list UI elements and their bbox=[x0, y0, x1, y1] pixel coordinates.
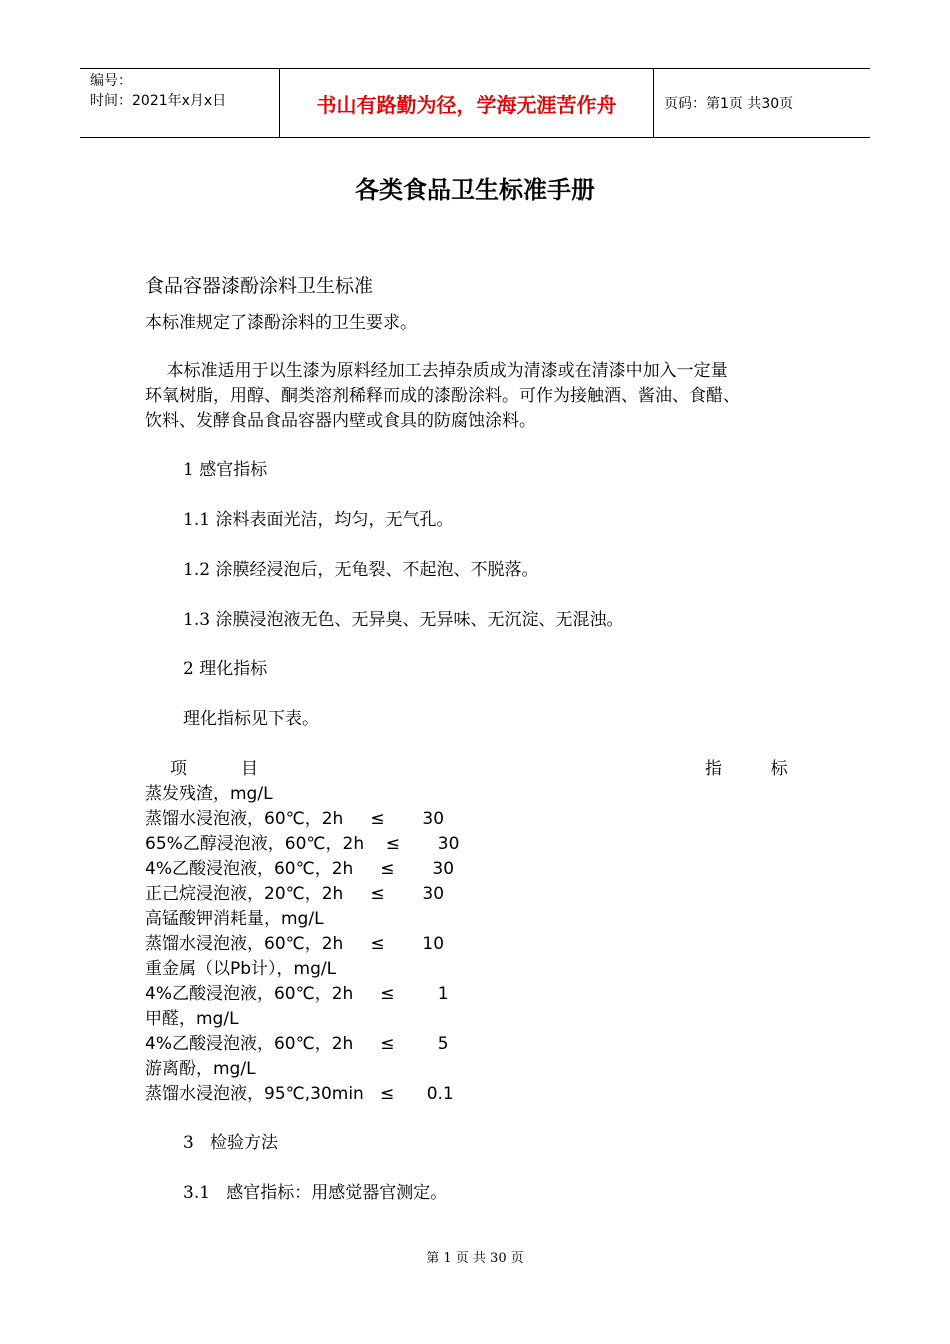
table-header-item: 项 目 bbox=[170, 759, 259, 779]
number-label: 编号： bbox=[90, 73, 132, 89]
table-row: 4%乙酸浸泡液，60℃，2h ≤ 30 bbox=[145, 859, 455, 879]
table-row: 65%乙醇浸泡液，60℃，2h ≤ 30 bbox=[145, 834, 460, 854]
motto-text: 书山有路勤为径，学海无涯苦作舟 bbox=[316, 92, 617, 117]
intro-line: 饮料、发酵食品食品容器内壁或食具的防腐蚀涂料。 bbox=[145, 411, 536, 431]
table-header-index: 指 标 bbox=[705, 759, 788, 779]
intro-line: 本标准适用于以生漆为原料经加工去掉杂质成为清漆或在清漆中加入一定量 bbox=[145, 361, 728, 381]
sensory-heading: 1 感官指标 bbox=[183, 460, 268, 480]
table-row: 蒸馏水浸泡液，60℃，2h ≤ 10 bbox=[145, 934, 445, 954]
header-table bbox=[80, 68, 870, 138]
scope-line: 本标准规定了漆酚涂料的卫生要求。 bbox=[145, 313, 417, 333]
table-row: 4%乙酸浸泡液，60℃，2h ≤ 5 bbox=[145, 1034, 449, 1054]
header-motto-cell bbox=[280, 69, 654, 137]
table-row: 游离酚，mg/L bbox=[145, 1059, 256, 1079]
page-label: 页码：第1页 共30页 bbox=[664, 96, 794, 112]
table-row: 正己烷浸泡液，20℃，2h ≤ 30 bbox=[145, 884, 445, 904]
table-row: 甲醛，mg/L bbox=[145, 1009, 239, 1029]
table-row: 重金属（以Pb计），mg/L bbox=[145, 959, 337, 979]
section-heading: 食品容器漆酚涂料卫生标准 bbox=[145, 275, 374, 297]
page-footer: 第 1 页 共 30 页 bbox=[426, 1251, 524, 1266]
intro-line: 环氧树脂，用醇、酮类溶剂稀释而成的漆酚涂料。可作为接触酒、酱油、食醋、 bbox=[145, 386, 740, 406]
sensory-item: 1.3 涂膜浸泡液无色、无异臭、无异味、无沉淀、无混浊。 bbox=[183, 610, 624, 630]
document-title: 各类食品卫生标准手册 bbox=[355, 176, 595, 204]
table-row: 蒸馏水浸泡液，95℃,30min ≤ 0.1 bbox=[145, 1084, 454, 1104]
methods-item: 3.1 感官指标：用感觉器官测定。 bbox=[183, 1183, 448, 1203]
table-row: 蒸馏水浸泡液，60℃，2h ≤ 30 bbox=[145, 809, 445, 829]
table-row: 蒸发残渣，mg/L bbox=[145, 784, 273, 804]
table-row: 高锰酸钾消耗量，mg/L bbox=[145, 909, 324, 929]
physchem-note: 理化指标见下表。 bbox=[183, 709, 319, 729]
physchem-heading: 2 理化指标 bbox=[183, 659, 268, 679]
methods-heading: 3 检验方法 bbox=[183, 1133, 279, 1153]
header-meta-cell bbox=[80, 69, 280, 137]
sensory-item: 1.2 涂膜经浸泡后，无龟裂、不起泡、不脱落。 bbox=[183, 560, 539, 580]
time-label: 时间：2021年x月x日 bbox=[90, 93, 227, 109]
header-page-cell bbox=[654, 69, 870, 137]
sensory-item: 1.1 涂料表面光洁，均匀，无气孔。 bbox=[183, 510, 454, 530]
table-row: 4%乙酸浸泡液，60℃，2h ≤ 1 bbox=[145, 984, 449, 1004]
